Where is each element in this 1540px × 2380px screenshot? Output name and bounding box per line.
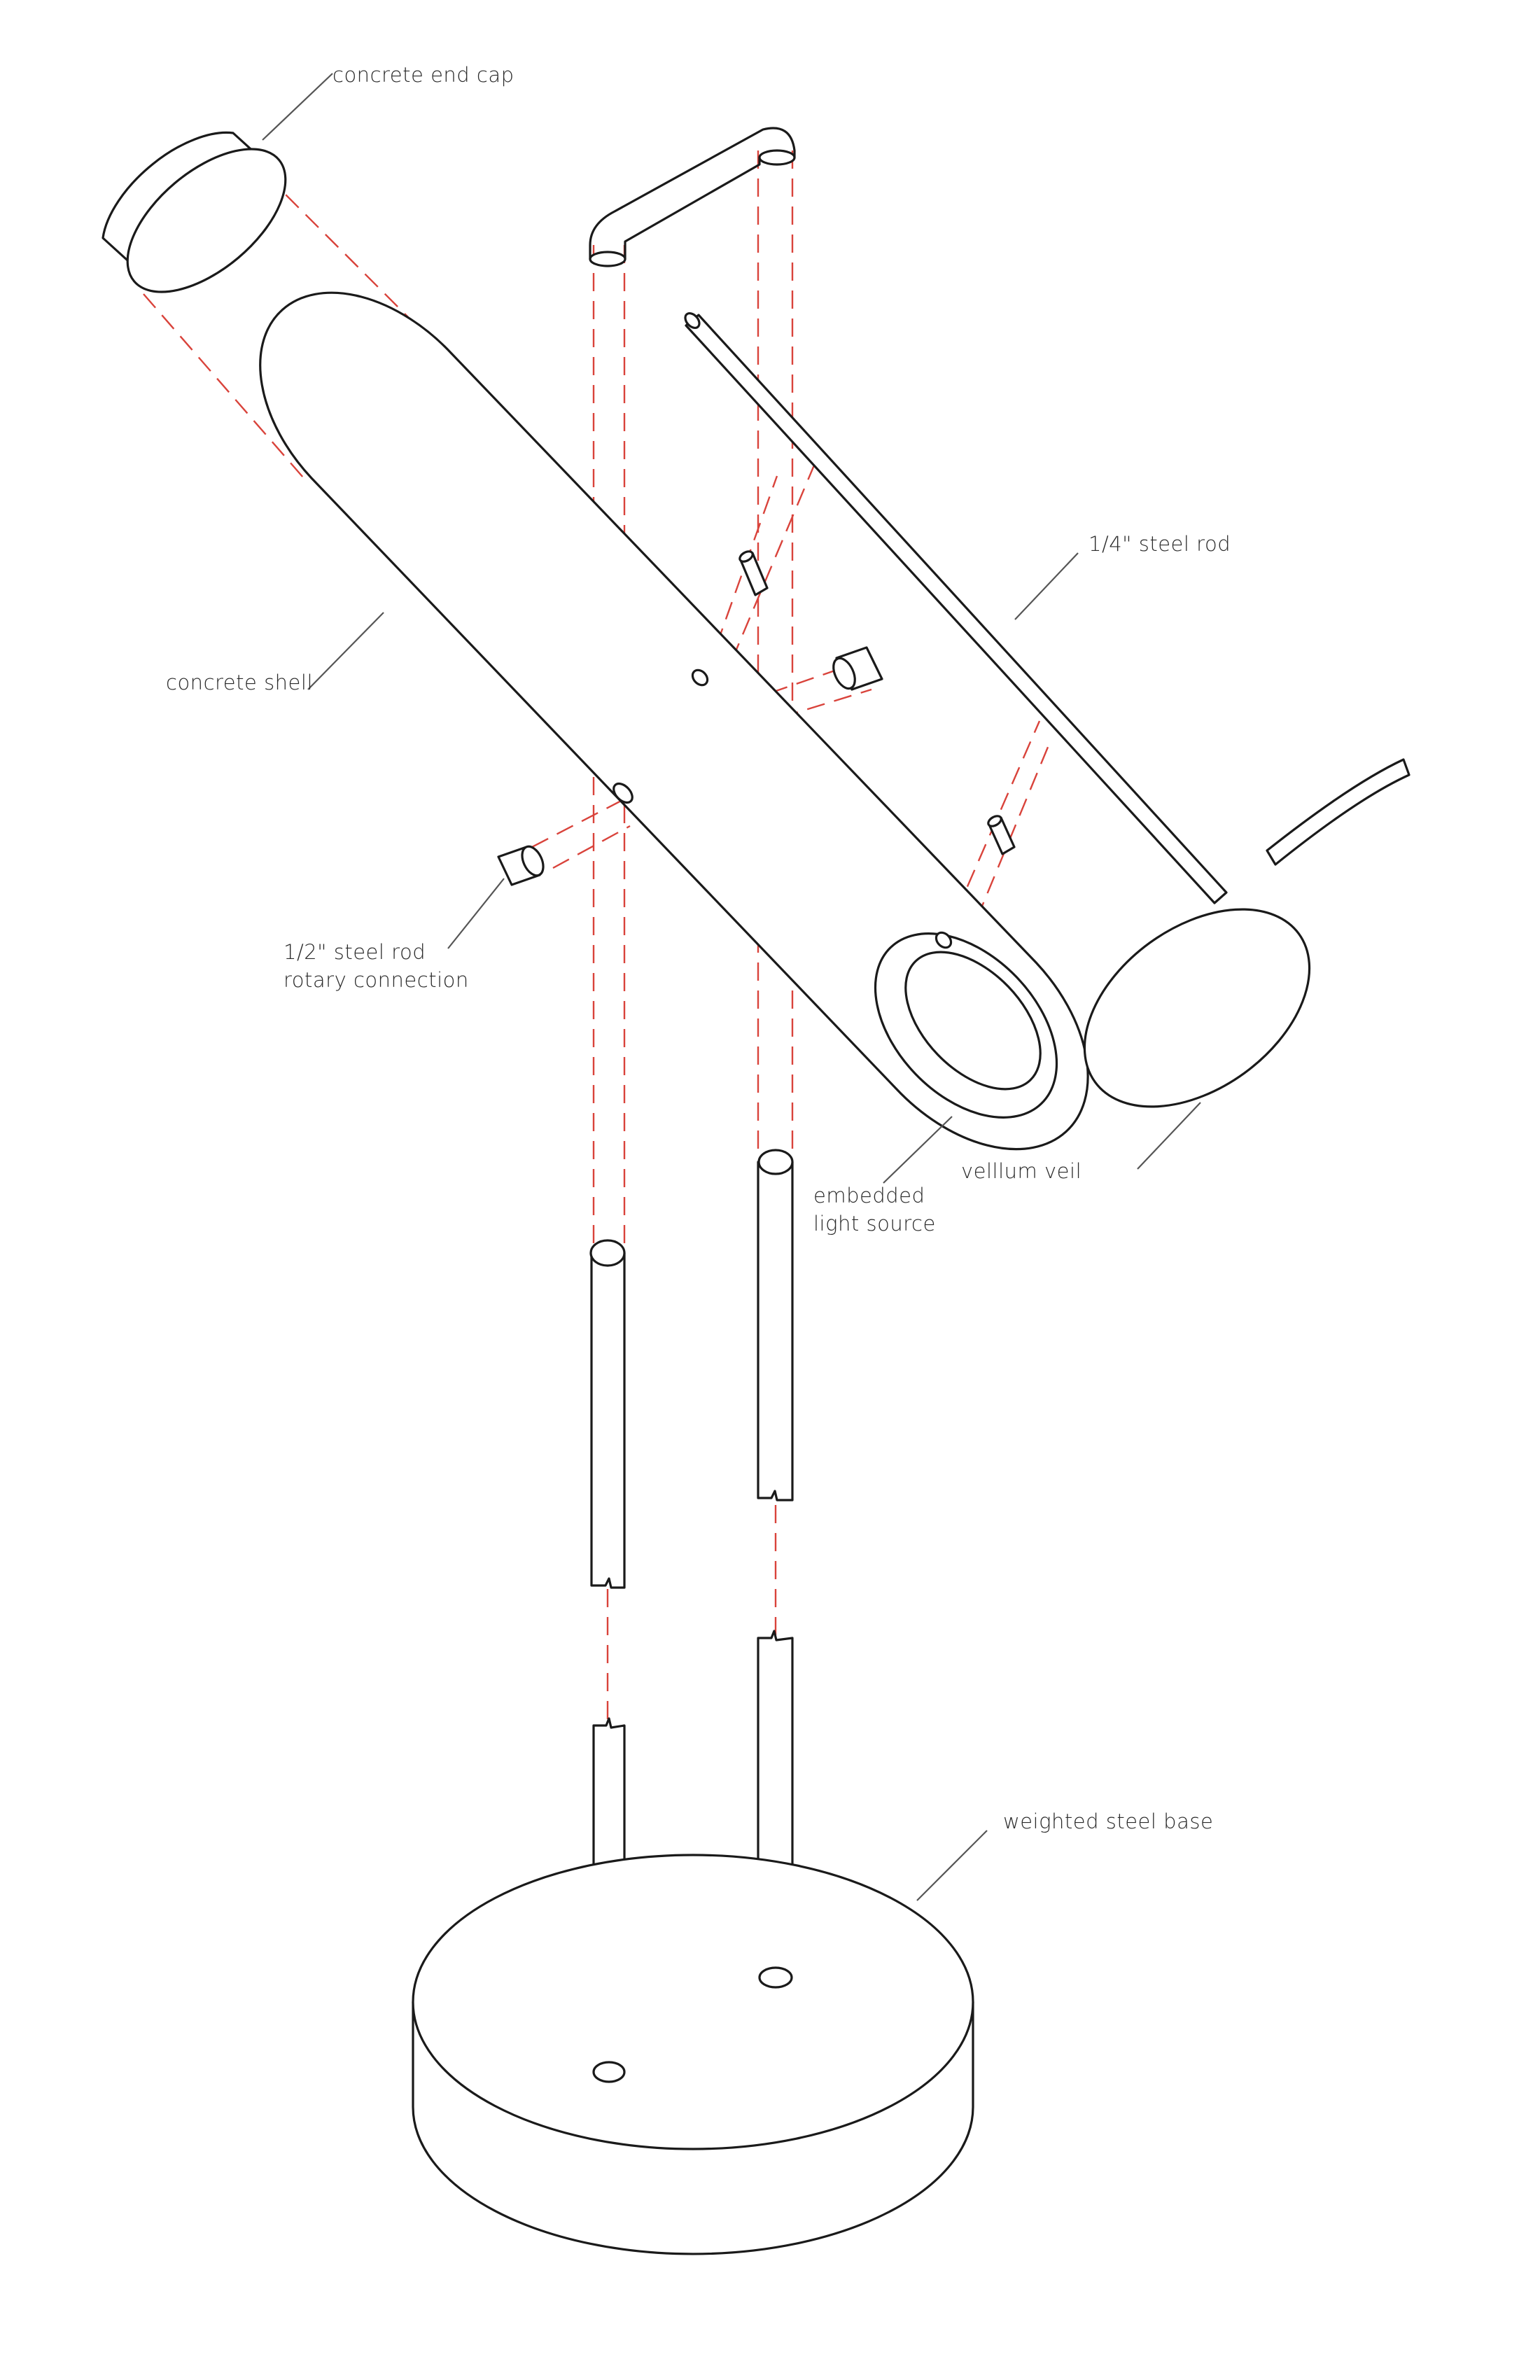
- concrete-end-cap: [103, 122, 311, 319]
- label-weighted-steel-base: weighted steel base: [1003, 1809, 1214, 1833]
- u-bracket-rod: [590, 128, 794, 266]
- label-light-source-line-1: embedded: [813, 1184, 925, 1208]
- concrete-shell: [260, 293, 1092, 1152]
- label-concrete-end-cap: concrete end cap: [332, 63, 514, 87]
- power-cable: [1267, 760, 1409, 864]
- label-rotary-rod-line-1: 1/2" steel rod: [284, 940, 426, 964]
- label-rotary-rod-line-2: rotary connection: [284, 968, 469, 992]
- label-steel-rod-quarter: 1/4" steel rod: [1088, 532, 1231, 556]
- label-vellum-veil: velllum veil: [961, 1159, 1082, 1183]
- label-concrete-shell: concrete shell: [166, 671, 314, 694]
- label-light-source-line-2: light source: [813, 1212, 936, 1236]
- weighted-steel-base: [413, 1855, 973, 2254]
